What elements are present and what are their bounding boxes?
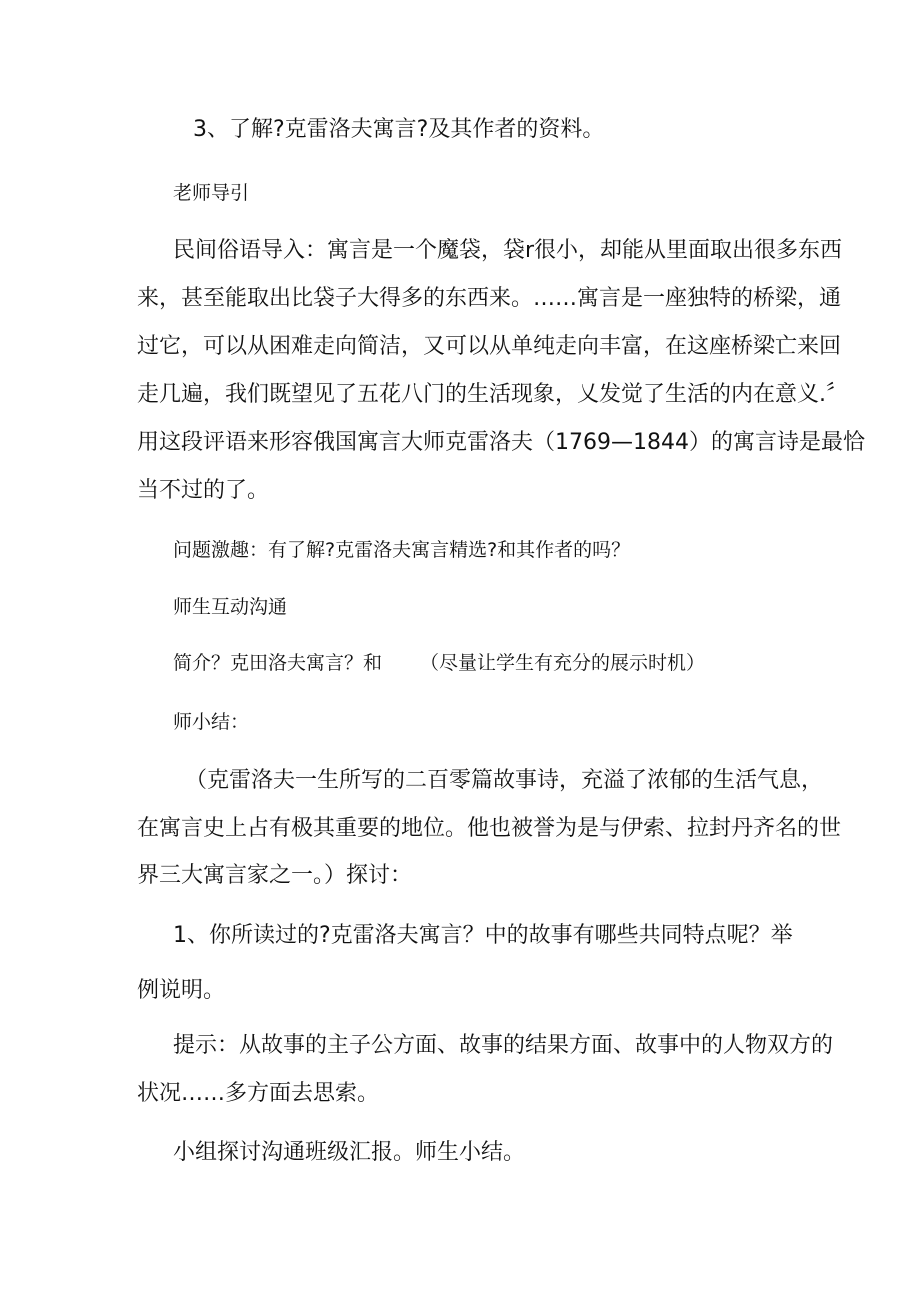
intro-brief-right: （尽量让学生有充分的展示时机） [420, 652, 706, 674]
question-prompt: 问题激趣：有了解?克雷洛夫寓言精选?和其作者的吗？ [173, 539, 631, 561]
intro-para-line: 过它，可以从困难走向简洁，又可以从单纯走向丰富，在这座桥梁亡来回 [137, 334, 842, 359]
intro-brief-left: 简介？克田洛夫寓言？和 [173, 652, 383, 674]
discussion-q1-line: 1、你所读过的?克雷洛夫寓言？中的故事有哪些共同特点呢？举 [173, 923, 793, 948]
intro-para-line: 走几遍，我们既望见了五花八门的生活现象，乂发觉了生活的内在意义.〞 [137, 382, 848, 407]
item-3-text: 3、了解?克雷洛夫寓言?及其作者的资料。 [193, 117, 605, 142]
intro-para-line: 用这段评语来形容俄国寓言大师克雷洛夫（1769—1844）的寓言诗是最恰 [137, 430, 865, 455]
intro-para-line: 来，甚至能取出比袋子大得多的东西来。……寓言是一座独特的桥梁，通 [137, 286, 842, 311]
discussion-q1-line: 例说明。 [137, 978, 226, 1003]
interaction-heading: 师生互动沟通 [173, 596, 288, 618]
group-report: 小组探讨沟通班级汇报。师生小结。 [173, 1140, 526, 1165]
summary-para-line: （克雷洛夫一生所写的二百零篇故事诗，充溢了浓郁的生活气息， [185, 768, 824, 793]
summary-para-line: 在寓言史上占有极其重要的地位。他也被誉为是与伊索、拉封丹齐名的世 [137, 816, 842, 841]
teacher-intro-heading: 老师导引 [173, 182, 250, 204]
intro-para-line: 当不过的了。 [137, 478, 270, 503]
teacher-summary-label: 师小结： [173, 711, 250, 733]
hint-para-line: 提示：从故事的主子公方面、故事的结果方面、故事中的人物双方的 [173, 1033, 834, 1058]
hint-para-line: 状况……多方面去思索。 [137, 1081, 380, 1106]
intro-brief [173, 650, 705, 676]
summary-para-line: 界三大寓言家之一。）探讨： [137, 863, 413, 888]
intro-para-line: 民间俗语导入：寓言是一个魔袋，袋r很小，却能从里面取出很多东西 [173, 238, 843, 263]
